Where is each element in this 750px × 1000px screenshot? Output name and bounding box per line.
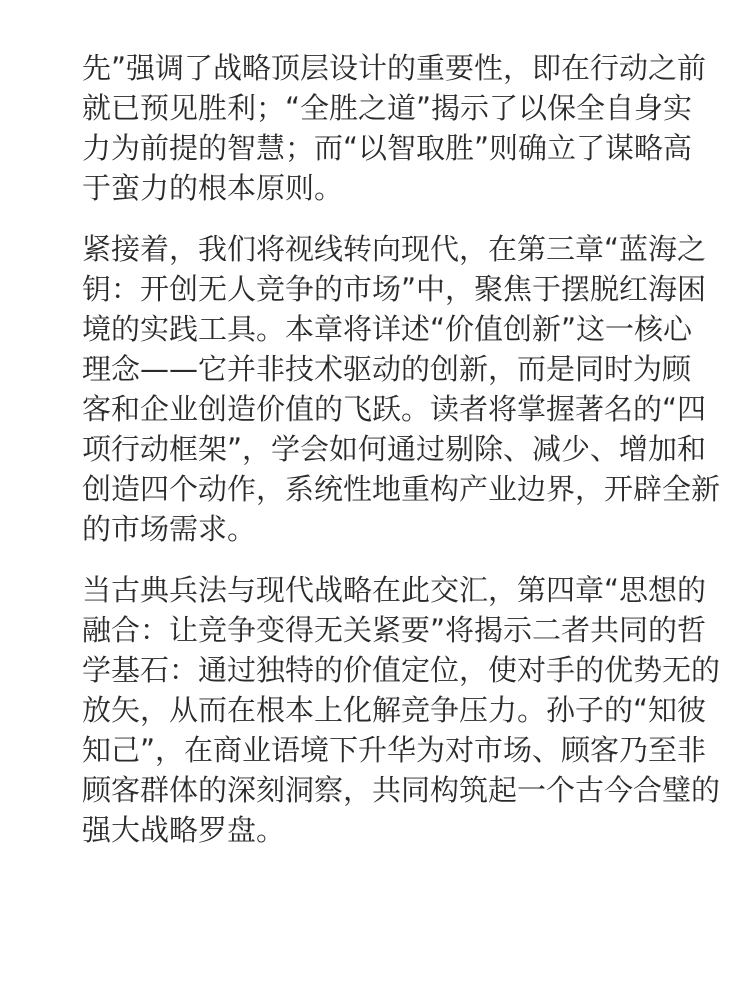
text-line: 客和企业创造价值的飞跃。读者将掌握著名的“四	[82, 392, 707, 426]
text-line: 放矢，从而在根本上化解竞争压力。孙子的“知彼	[82, 693, 707, 727]
text-line: 当古典兵法与现代战略在此交汇，第四章“思想的	[82, 573, 707, 607]
text-line: 强大战略罗盘。	[82, 813, 286, 847]
text-line: 知己”，在商业语境下升华为对市场、顾客乃至非	[82, 733, 707, 767]
text-line: 学基石：通过独特的价值定位，使对手的优势无的	[82, 653, 721, 687]
text-line: 于蛮力的根本原则。	[82, 171, 344, 205]
body-text	[82, 48, 721, 871]
paragraph-3	[82, 570, 721, 850]
text-line: 项行动框架”，学会如何通过剔除、减少、增加和	[82, 432, 707, 466]
text-line: 的市场需求。	[82, 512, 257, 546]
text-line: 理念——它并非技术驱动的创新，而是同时为顾	[82, 352, 692, 386]
paragraph-2	[82, 229, 721, 549]
text-line: 钥：开创无人竞争的市场”中，聚焦于摆脱红海困	[82, 272, 707, 306]
text-line: 融合：让竞争变得无关紧要”将揭示二者共同的哲	[82, 613, 707, 647]
text-line: 创造四个动作，系统性地重构产业边界，开辟全新	[82, 472, 721, 506]
paragraph-1	[82, 48, 707, 208]
text-line: 先”强调了战略顶层设计的重要性，即在行动之前	[82, 51, 707, 85]
text-line: 境的实践工具。本章将详述“价值创新”这一核心	[82, 312, 693, 346]
text-line: 紧接着，我们将视线转向现代，在第三章“蓝海之	[82, 232, 707, 266]
text-line: 就已预见胜利；“全胜之道”揭示了以保全自身实	[82, 91, 693, 125]
text-line: 顾客群体的深刻洞察，共同构筑起一个古今合璧的	[82, 773, 721, 807]
text-line: 力为前提的智慧；而“以智取胜”则确立了谋略高	[82, 131, 693, 165]
